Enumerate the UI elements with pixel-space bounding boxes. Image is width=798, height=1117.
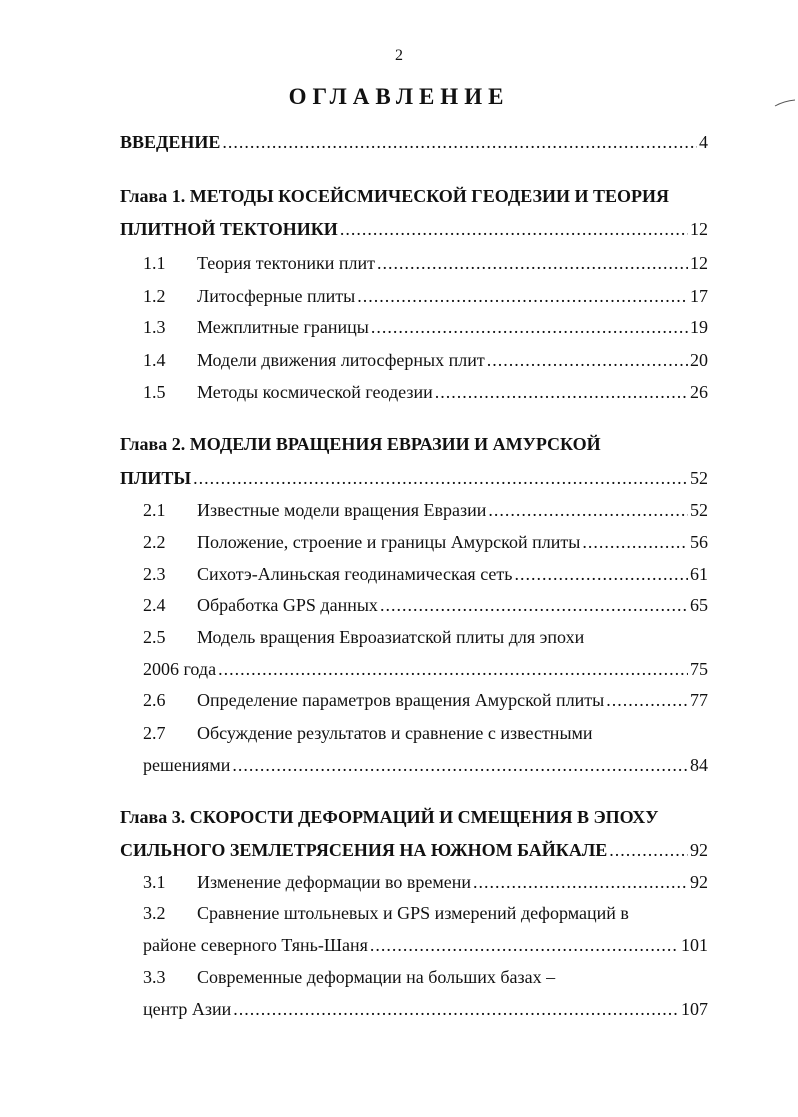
dot-leader	[232, 755, 688, 776]
toc-entry-title: Сравнение штольневых и GPS измерений деформаций в	[197, 903, 629, 923]
toc-entry-title: Известные модели вращения Евразии	[197, 500, 487, 520]
dot-leader	[340, 219, 688, 240]
toc-page-number: 84	[690, 755, 708, 775]
toc-page-number: 17	[690, 286, 708, 306]
section-number: 2.2	[143, 532, 166, 552]
toc-page-number: 92	[690, 872, 708, 892]
toc-page-number: 61	[690, 564, 708, 584]
toc-entry-section[interactable]	[143, 935, 708, 956]
toc-entry-section[interactable]	[197, 564, 708, 585]
toc-entry-title: Межплитные границы	[197, 317, 369, 337]
dot-leader	[606, 690, 688, 711]
dot-leader	[487, 350, 688, 371]
dot-leader	[357, 286, 688, 307]
toc-entry-chapter-3[interactable]	[120, 840, 708, 861]
dot-leader	[435, 382, 688, 403]
section-number: 2.4	[143, 595, 166, 615]
toc-page-number: 56	[690, 532, 708, 552]
toc-page-number: 4	[699, 132, 708, 152]
dot-leader	[488, 500, 688, 521]
toc-entry-title: Модель вращения Евроазиатской плиты для эпохи	[197, 627, 585, 647]
toc-entry-title: ПЛИТНОЙ ТЕКТОНИКИ	[120, 219, 338, 239]
dot-leader	[233, 999, 679, 1020]
section-number: 3.2	[143, 903, 166, 923]
section-number: 1.3	[143, 317, 166, 337]
toc-entry-section[interactable]	[197, 595, 708, 616]
toc-entry-section[interactable]	[197, 253, 708, 274]
dot-leader	[377, 253, 688, 274]
toc-entry-intro[interactable]	[120, 132, 708, 153]
section-number: 2.3	[143, 564, 166, 584]
toc-page-number: 65	[690, 595, 708, 615]
toc-page-number: 20	[690, 350, 708, 370]
section-number: 2.6	[143, 690, 166, 710]
toc-entry-section[interactable]	[197, 690, 708, 711]
dot-leader	[609, 840, 688, 861]
toc-entry-section[interactable]	[143, 659, 708, 680]
toc-entry-chapter-2[interactable]	[120, 468, 708, 489]
pen-mark-icon	[774, 99, 796, 107]
toc-entry-section[interactable]	[197, 382, 708, 403]
toc-entry-section[interactable]	[143, 755, 708, 776]
toc-entry-title-cont: 2006 года	[143, 659, 217, 679]
page-number: 2	[395, 47, 403, 64]
toc-page-number: 19	[690, 317, 708, 337]
toc-entry-section[interactable]	[197, 350, 708, 371]
dot-leader	[218, 659, 688, 680]
dot-leader	[222, 132, 697, 153]
toc-entry-title: Определение параметров вращения Амурской плиты	[197, 690, 605, 710]
chapter-1-title: Глава 1. МЕТОДЫ КОСЕЙСМИЧЕСКОЙ ГЕОДЕЗИИ И ТЕОРИЯ	[120, 186, 669, 206]
page-title: ОГЛАВЛЕНИЕ	[288, 84, 510, 109]
toc-entry-section[interactable]	[197, 532, 708, 553]
toc-page-number: 52	[690, 468, 708, 488]
toc-page-number: 12	[690, 219, 708, 239]
toc-entry-title: ПЛИТЫ	[120, 468, 192, 488]
toc-entry-title: Литосферные плиты	[197, 286, 356, 306]
section-number: 2.5	[143, 627, 166, 647]
dot-leader	[582, 532, 688, 553]
toc-entry-chapter-1[interactable]	[120, 219, 708, 240]
section-number: 2.1	[143, 500, 166, 520]
toc-page-number: 12	[690, 253, 708, 273]
chapter-2-title: Глава 2. МОДЕЛИ ВРАЩЕНИЯ ЕВРАЗИИ И АМУРСКОЙ	[120, 434, 601, 454]
dot-leader	[380, 595, 688, 616]
toc-entry-title: Обработка GPS данных	[197, 595, 378, 615]
section-number: 3.3	[143, 967, 166, 987]
section-number: 3.1	[143, 872, 166, 892]
toc-entry-section[interactable]	[197, 872, 708, 893]
dot-leader	[371, 317, 688, 338]
toc-page-number: 101	[681, 935, 708, 955]
toc-entry-title: Методы космической геодезии	[197, 382, 433, 402]
toc-entry-title: Обсуждение результатов и сравнение с известными	[197, 723, 593, 743]
toc-entry-title: ВВЕДЕНИЕ	[120, 132, 221, 152]
dot-leader	[370, 935, 679, 956]
toc-page-number: 107	[681, 999, 708, 1019]
toc-entry-title-cont: центр Азии	[143, 999, 232, 1019]
chapter-3-title: Глава 3. СКОРОСТИ ДЕФОРМАЦИЙ И СМЕЩЕНИЯ В ЭПОХУ	[120, 807, 659, 827]
toc-page-number: 75	[690, 659, 708, 679]
dot-leader	[193, 468, 688, 489]
section-number: 2.7	[143, 723, 166, 743]
toc-entry-title: Изменение деформации во времени	[197, 872, 472, 892]
toc-entry-section[interactable]	[197, 500, 708, 521]
toc-page-number: 52	[690, 500, 708, 520]
toc-entry-title: Сихотэ-Алиньская геодинамическая сеть	[197, 564, 513, 584]
toc-entry-title: СИЛЬНОГО ЗЕМЛЕТРЯСЕНИЯ НА ЮЖНОМ БАЙКАЛЕ	[120, 840, 608, 860]
toc-entry-section[interactable]	[197, 286, 708, 307]
section-number: 1.5	[143, 382, 166, 402]
toc-entry-title: Теория тектоники плит	[197, 253, 375, 273]
toc-entry-section[interactable]	[197, 317, 708, 338]
toc-page-number: 26	[690, 382, 708, 402]
toc-entry-title-cont: решениями	[143, 755, 231, 775]
dot-leader	[514, 564, 688, 585]
toc-entry-title: Положение, строение и границы Амурской плиты	[197, 532, 581, 552]
toc-entry-title: Модели движения литосферных плит	[197, 350, 485, 370]
section-number: 1.4	[143, 350, 166, 370]
dot-leader	[473, 872, 688, 893]
toc-page-number: 77	[690, 690, 708, 710]
toc-entry-section[interactable]	[143, 999, 708, 1020]
toc-entry-title-cont: районе северного Тянь-Шаня	[143, 935, 368, 955]
section-number: 1.2	[143, 286, 166, 306]
toc-page-number: 92	[690, 840, 708, 860]
toc-entry-title: Современные деформации на больших базах –	[197, 967, 556, 987]
section-number: 1.1	[143, 253, 166, 273]
